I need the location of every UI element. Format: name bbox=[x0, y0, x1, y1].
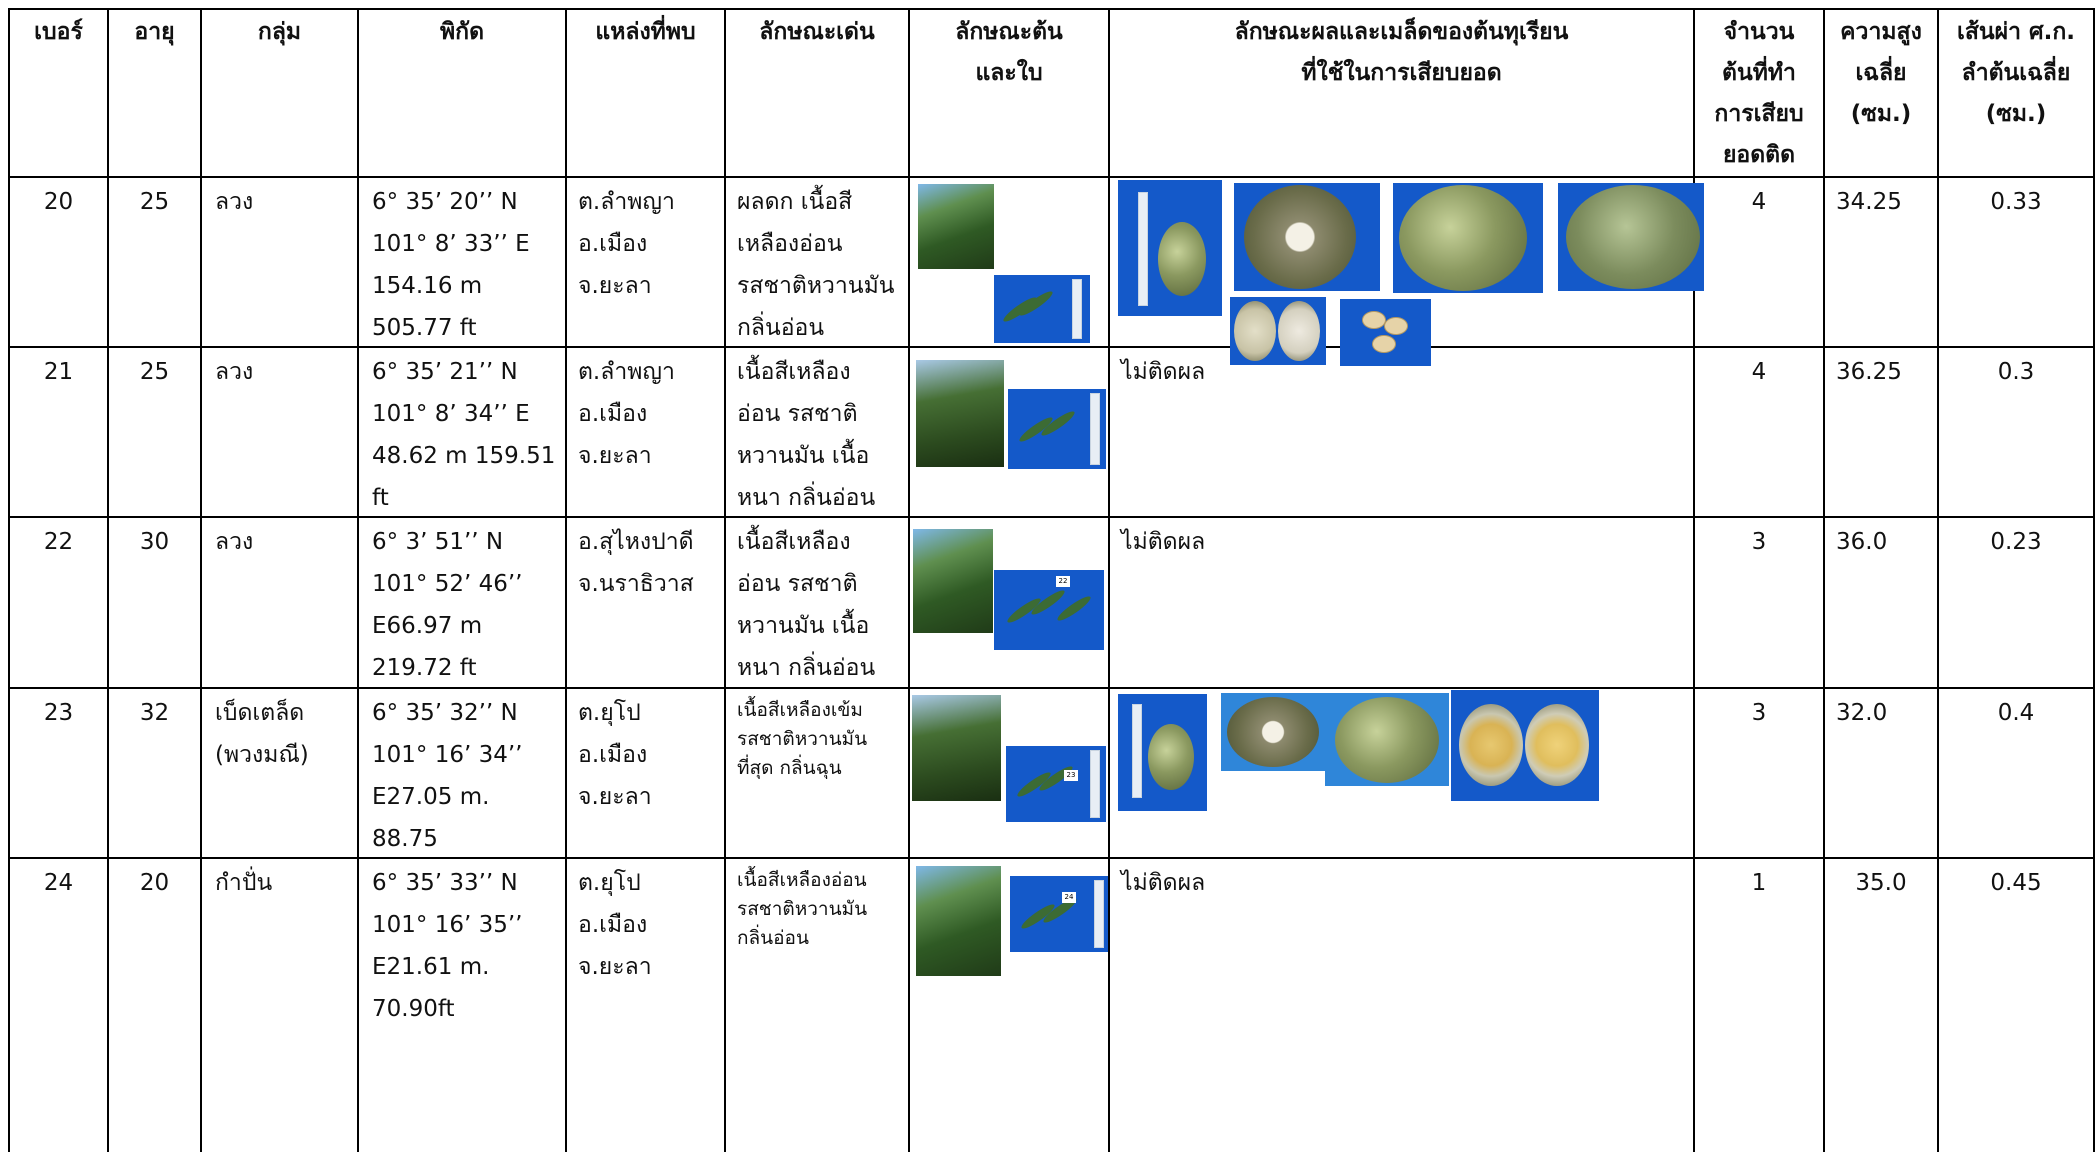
row-height: 34.25 bbox=[1836, 189, 1902, 215]
grid-line bbox=[8, 176, 2095, 178]
row-features: เนื้อสีเหลือง อ่อน รสชาติ หวานมัน เนื้อ หนา กลิ่นอ่อน bbox=[737, 529, 876, 681]
row-group: กำปั่น bbox=[215, 870, 273, 896]
row-source: ต.ลำพญา อ.เมือง จ.ยะลา bbox=[578, 359, 675, 469]
header-age: อายุ bbox=[134, 19, 175, 45]
row-age: 20 bbox=[139, 870, 170, 896]
row-fruit-text: ไม่ติดผล bbox=[1121, 529, 1206, 555]
row-source: ต.ยุโป อ.เมือง จ.ยะลา bbox=[578, 870, 652, 980]
row-height: 35.0 bbox=[1855, 870, 1907, 896]
row-count: 4 bbox=[1751, 189, 1767, 215]
row-no: 21 bbox=[43, 359, 74, 385]
fruit-photo bbox=[1118, 694, 1207, 811]
row-count: 3 bbox=[1751, 700, 1767, 726]
grid-line bbox=[1693, 8, 1695, 1152]
seed-photo bbox=[1230, 297, 1326, 365]
row-height: 36.25 bbox=[1836, 359, 1902, 385]
leaf-tag: 23 bbox=[1064, 770, 1078, 781]
row-group: ลวง bbox=[215, 529, 254, 555]
row-coords: 6° 35’ 20’’ N 101° 8’ 33’’ E 154.16 m 505.77 ft bbox=[372, 189, 530, 341]
grid-line bbox=[908, 8, 910, 1152]
tree-photo bbox=[916, 360, 1004, 467]
grid-line bbox=[8, 687, 2095, 689]
row-count: 3 bbox=[1751, 529, 1767, 555]
grid-line bbox=[1108, 8, 1110, 1152]
row-age: 30 bbox=[139, 529, 170, 555]
header-group: กลุ่ม bbox=[257, 19, 302, 45]
row-no: 22 bbox=[43, 529, 74, 555]
row-age: 25 bbox=[139, 189, 170, 215]
row-count: 4 bbox=[1751, 359, 1767, 385]
header-fruit-seed: ลักษณะผลและเมล็ดของต้นทุเรียน ที่ใช้ในการเสียบยอด bbox=[1234, 19, 1569, 86]
grid-line bbox=[8, 516, 2095, 518]
grid-line bbox=[8, 857, 2095, 859]
fruit-photo bbox=[1451, 690, 1599, 801]
fruit-photo bbox=[1118, 180, 1222, 316]
row-coords: 6° 3’ 51’’ N 101° 52’ 46’’ E66.97 m 219.72 ft bbox=[372, 529, 523, 681]
header-tree-leaf: ลักษณะต้น และใบ bbox=[955, 19, 1063, 86]
row-height: 32.0 bbox=[1836, 700, 1888, 726]
row-count: 1 bbox=[1751, 870, 1767, 896]
fruit-photo bbox=[1558, 183, 1704, 291]
header-diameter: เส้นผ่า ศ.ก. ลำต้นเฉลี่ย (ซม.) bbox=[1956, 19, 2076, 127]
header-features: ลักษณะเด่น bbox=[759, 19, 875, 45]
row-age: 25 bbox=[139, 359, 170, 385]
leaf-photo bbox=[1006, 746, 1106, 822]
fruit-photo bbox=[1325, 693, 1449, 786]
leaf-tag: 22 bbox=[1056, 576, 1070, 587]
row-group: ลวง bbox=[215, 189, 254, 215]
header-count: จำนวน ต้นที่ทำ การเสียบ ยอดติด bbox=[1714, 19, 1804, 168]
row-features: เนื้อสีเหลือง อ่อน รสชาติ หวานมัน เนื้อ หนา กลิ่นอ่อน bbox=[737, 359, 876, 511]
leaf-photo bbox=[1010, 876, 1108, 952]
row-diameter: 0.45 bbox=[1990, 870, 2042, 896]
row-source: ต.ยุโป อ.เมือง จ.ยะลา bbox=[578, 700, 652, 810]
row-features: เนื้อสีเหลืองเข้ม รสชาติหวานมัน ที่สุด กลิ่นฉุน bbox=[737, 699, 868, 779]
row-coords: 6° 35’ 32’’ N 101° 16’ 34’’ E27.05 m. 88.75 bbox=[372, 700, 523, 852]
row-diameter: 0.23 bbox=[1990, 529, 2042, 555]
seed-photo bbox=[1340, 299, 1431, 366]
grid-line bbox=[565, 8, 567, 1152]
header-coords: พิกัด bbox=[439, 19, 485, 45]
row-source: อ.สุไหงปาดี จ.นราธิวาส bbox=[578, 529, 694, 597]
header-height: ความสูง เฉลี่ย (ซม.) bbox=[1840, 19, 1922, 127]
row-no: 20 bbox=[43, 189, 74, 215]
row-fruit-text: ไม่ติดผล bbox=[1121, 359, 1206, 385]
grid-line bbox=[8, 346, 2095, 348]
tree-photo bbox=[916, 866, 1001, 976]
row-coords: 6° 35’ 33’’ N 101° 16’ 35’’ E21.61 m. 70.90ft bbox=[372, 870, 523, 1022]
row-diameter: 0.4 bbox=[1997, 700, 2035, 726]
fruit-photo bbox=[1234, 183, 1380, 291]
grid-line bbox=[8, 8, 2095, 10]
tree-photo bbox=[918, 184, 994, 269]
leaf-photo bbox=[1008, 389, 1106, 469]
fruit-photo bbox=[1393, 183, 1543, 293]
tree-photo bbox=[913, 529, 993, 633]
row-group: เบ็ดเตล็ด (พวงมณี) bbox=[215, 700, 309, 768]
grid-line bbox=[200, 8, 202, 1152]
row-coords: 6° 35’ 21’’ N 101° 8’ 34’’ E 48.62 m 159.51 ft bbox=[372, 359, 556, 511]
row-no: 24 bbox=[43, 870, 74, 896]
grid-line bbox=[8, 8, 10, 1152]
row-features: เนื้อสีเหลืองอ่อน รสชาติหวานมัน กลิ่นอ่อน bbox=[737, 869, 868, 949]
header-no: เบอร์ bbox=[34, 19, 83, 45]
leaf-tag: 24 bbox=[1062, 892, 1076, 903]
row-fruit-text: ไม่ติดผล bbox=[1121, 870, 1206, 896]
header-source: แหล่งที่พบ bbox=[595, 19, 696, 45]
row-age: 32 bbox=[139, 700, 170, 726]
row-height: 36.0 bbox=[1836, 529, 1888, 555]
row-group: ลวง bbox=[215, 359, 254, 385]
leaf-photo bbox=[994, 275, 1090, 343]
grid-line bbox=[357, 8, 359, 1152]
grid-line bbox=[724, 8, 726, 1152]
fruit-photo bbox=[1221, 693, 1325, 771]
grid-line bbox=[107, 8, 109, 1152]
grid-line bbox=[1823, 8, 1825, 1152]
tree-photo bbox=[912, 695, 1001, 801]
row-source: ต.ลำพญา อ.เมือง จ.ยะลา bbox=[578, 189, 675, 299]
leaf-photo bbox=[994, 570, 1104, 650]
grid-line bbox=[1937, 8, 1939, 1152]
grid-line bbox=[2093, 8, 2095, 1152]
row-diameter: 0.3 bbox=[1997, 359, 2035, 385]
row-diameter: 0.33 bbox=[1990, 189, 2042, 215]
row-features: ผลดก เนื้อสี เหลืองอ่อน รสชาติหวานมัน กลิ่นอ่อน bbox=[737, 189, 895, 341]
row-no: 23 bbox=[43, 700, 74, 726]
